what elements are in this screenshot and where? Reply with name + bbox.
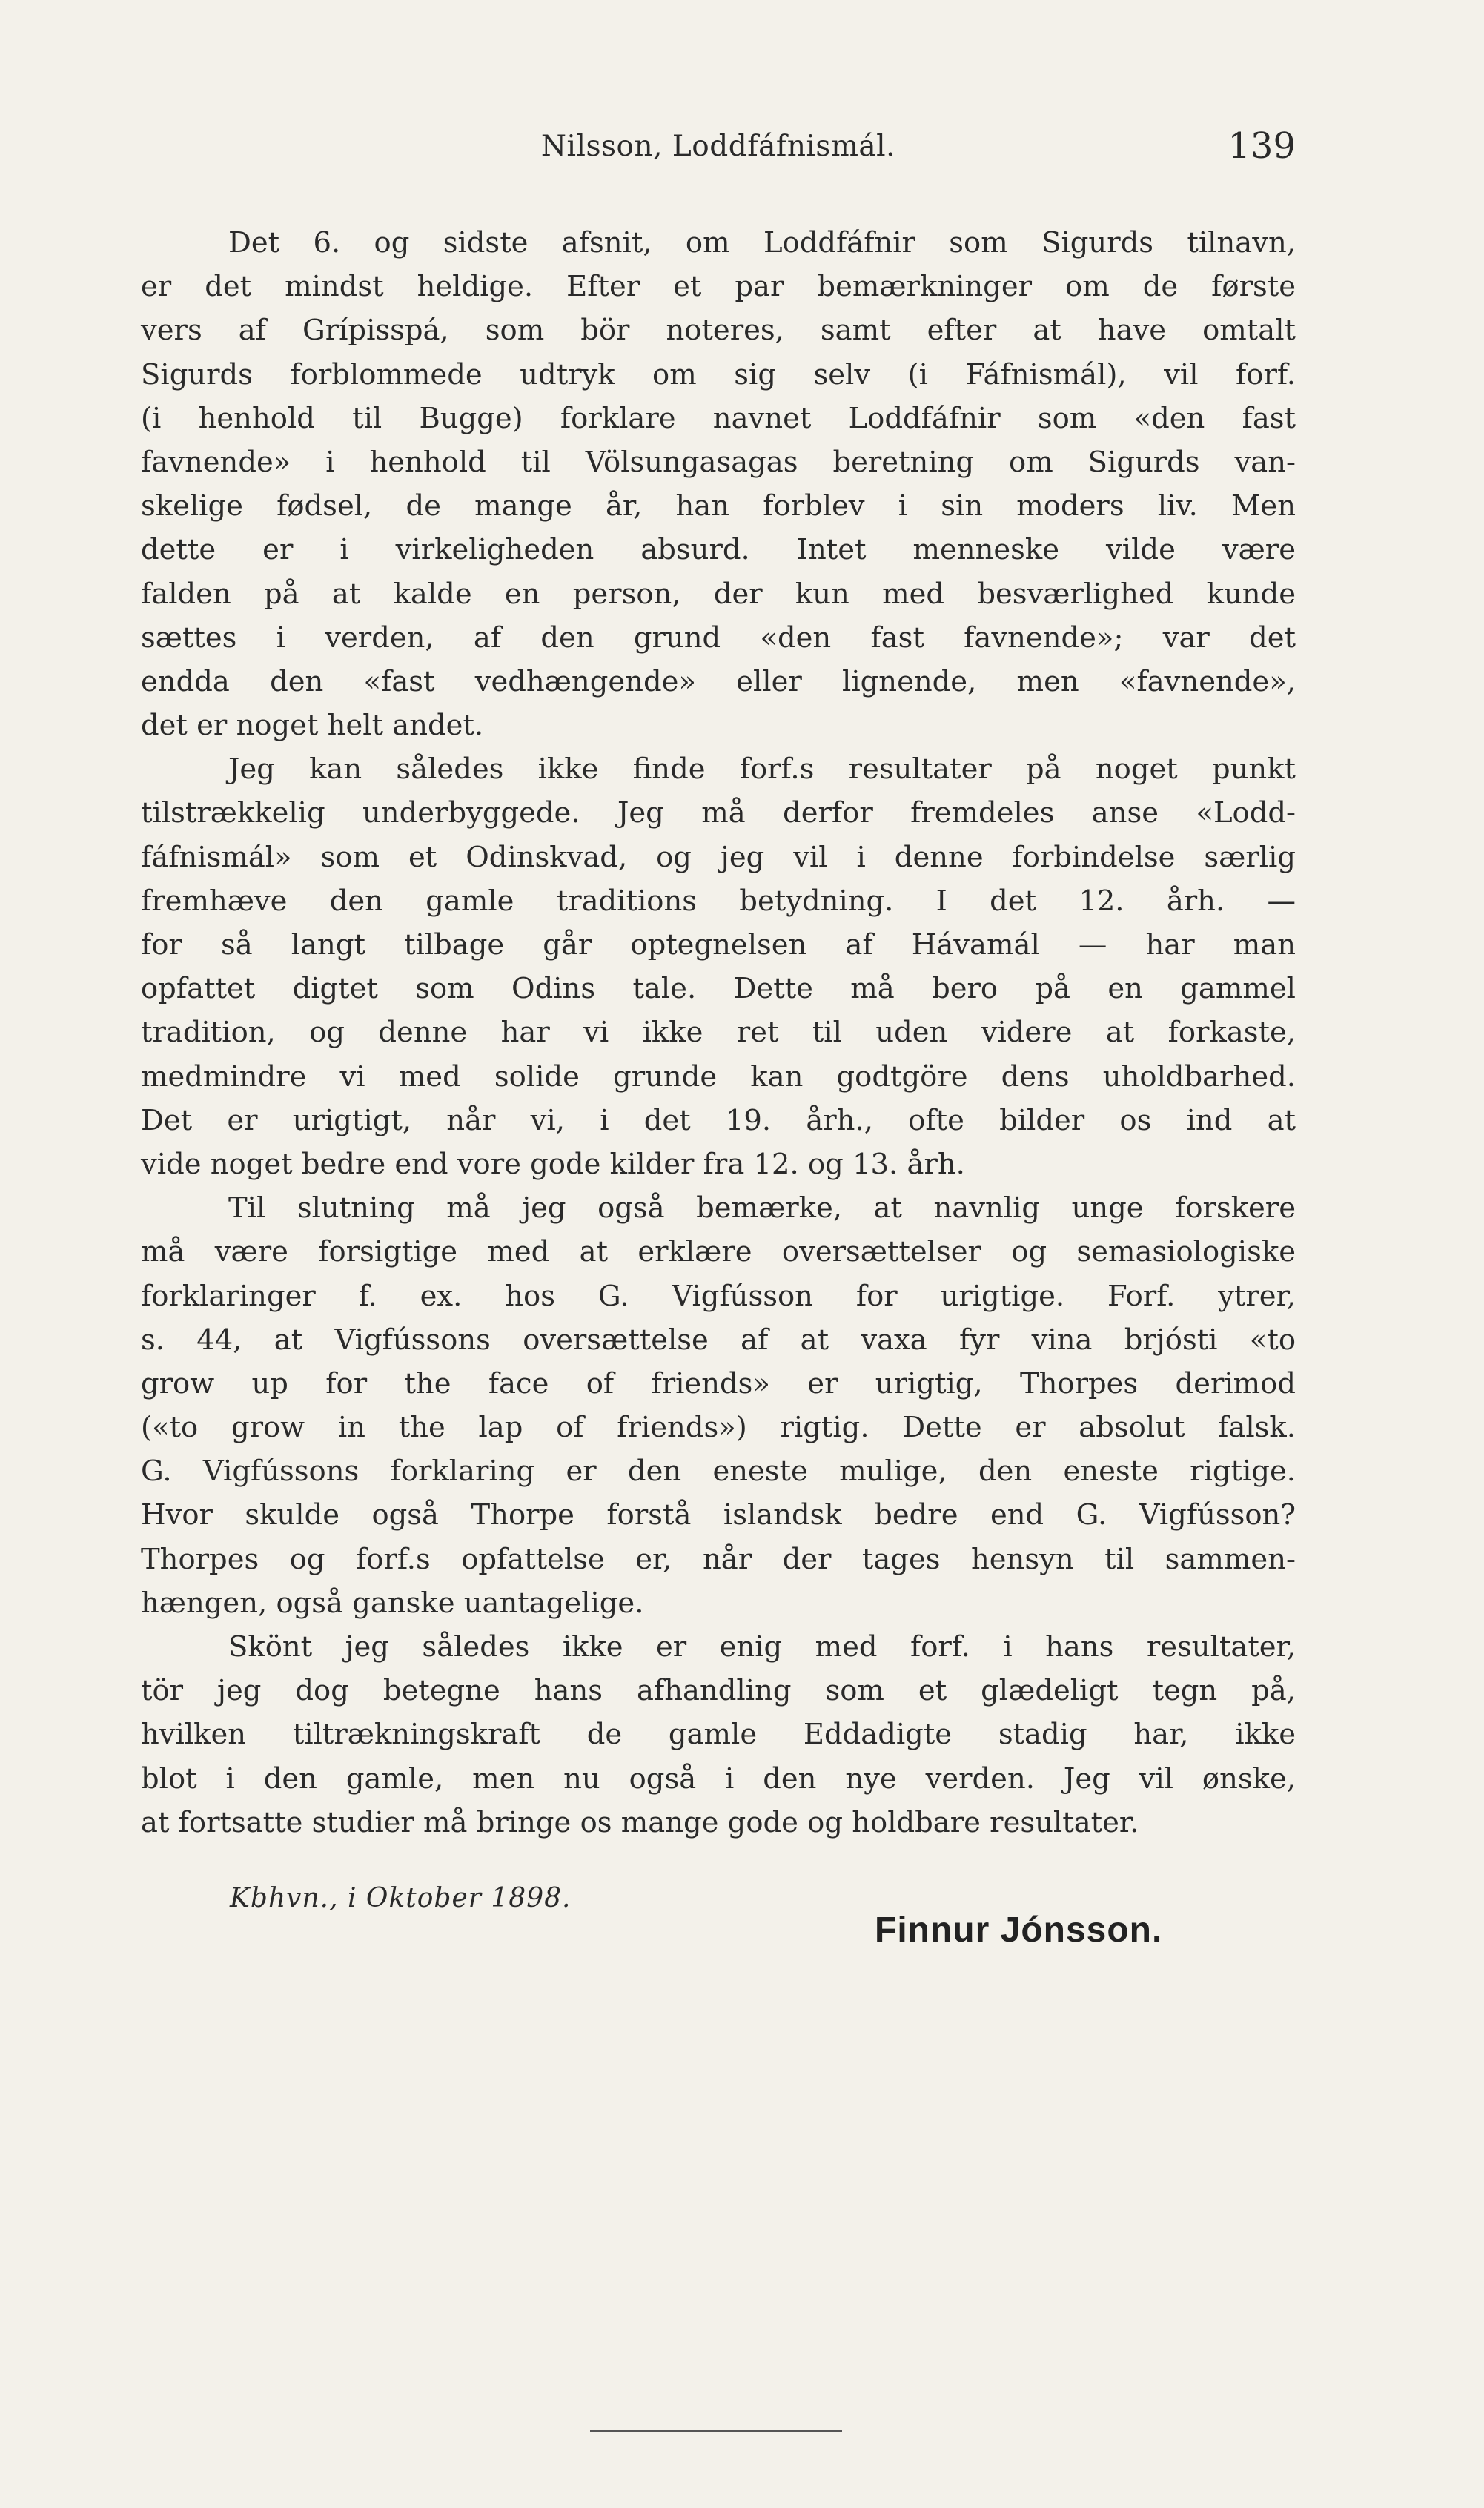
paragraph — [141, 221, 1296, 747]
text-line: er det mindst heldige. Efter et par bemærkninger om de første — [141, 270, 1296, 304]
text-line: fremhæve den gamle traditions betydning. I det 12. årh. — — [141, 884, 1296, 918]
text-line: opfattet digtet som Odins tale. Dette må bero på en gammel — [141, 972, 1296, 1006]
paragraph — [141, 747, 1296, 1186]
text-line: det er noget helt andet. — [141, 709, 484, 743]
text-line: Det 6. og sidste afsnit, om Loddfáfnir som Sigurds tilnavn, — [228, 226, 1296, 259]
text-line: vers af Grípisspá, som bör noteres, samt efter at have omtalt — [141, 314, 1296, 348]
body-text — [141, 221, 1296, 1844]
text-line: tilstrækkelig underbyggede. Jeg må derfor fremdeles anse «Lodd- — [141, 796, 1296, 830]
text-line: hvilken tiltrækningskraft de gamle Eddadigte stadig har, ikke — [141, 1718, 1296, 1752]
author-name: Finnur Jónsson. — [875, 1910, 1163, 1950]
text-line: blot i den gamle, men nu også i den nye verden. Jeg vil ønske, — [141, 1761, 1296, 1796]
page-header — [141, 125, 1296, 174]
text-line: dette er i virkeligheden absurd. Intet menneske vilde være — [141, 533, 1296, 567]
text-line: Sigurds forblommede udtryk om sig selv (i Fáfnismál), vil forf. — [141, 357, 1296, 391]
text-line: endda den «fast vedhængende» eller lignende, men «favnende», — [141, 664, 1296, 698]
text-line: sættes i verden, af den grund «den fast favnende»; var det — [141, 621, 1296, 655]
text-line: må være forsigtige med at erklære oversættelser og semasiologiske — [141, 1235, 1296, 1269]
text-line: s. 44, at Vigfússons oversættelse af at vaxa fyr vina brjósti «to — [141, 1323, 1296, 1357]
text-line: fáfnismál» som et Odinskvad, og jeg vil i denne forbindelse særlig — [141, 840, 1296, 874]
paragraph — [141, 1186, 1296, 1625]
text-line: Hvor skulde også Thorpe forstå islandsk bedre end G. Vigfússon? — [141, 1498, 1296, 1532]
text-line: Det er urigtigt, når vi, i det 19. årh., ofte bilder os ind at — [141, 1103, 1296, 1137]
end-rule — [590, 2430, 842, 2432]
running-head: Nilsson, Loddfáfnismál. — [540, 130, 896, 163]
text-line: Til slutning må jeg også bemærke, at navnlig unge forskere — [228, 1191, 1296, 1225]
text-line: («to grow in the lap of friends») rigtig. Dette er absolut falsk. — [141, 1411, 1296, 1445]
text-line: favnende» i henhold til Völsungasagas beretning om Sigurds van- — [141, 445, 1296, 479]
page-number: 139 — [1228, 125, 1296, 167]
text-line: skelige fødsel, de mange år, han forblev i sin moders liv. Men — [141, 489, 1296, 523]
text-line: hængen, også ganske uantagelige. — [141, 1586, 644, 1620]
text-line: (i henhold til Bugge) forklare navnet Loddfáfnir som «den fast — [141, 401, 1296, 435]
text-line: Jeg kan således ikke finde forf.s resultater på noget punkt — [228, 752, 1296, 787]
text-line: tradition, og denne har vi ikke ret til uden videre at forkaste, — [141, 1016, 1296, 1050]
text-line: grow up for the face of friends» er urigtig, Thorpes derimod — [141, 1366, 1296, 1400]
text-line: medmindre vi med solide grunde kan godtgöre dens uholdbarhed. — [141, 1059, 1296, 1093]
text-line: at fortsatte studier må bringe os mange gode og holdbare resultater. — [141, 1805, 1139, 1839]
text-line: for så langt tilbage går optegnelsen af Hávamál — har man — [141, 928, 1296, 962]
signature-block — [0, 1883, 1484, 1957]
text-line: vide noget bedre end vore gode kilder fra 12. og 13. årh. — [141, 1147, 965, 1181]
place-date: Kbhvn., i Oktober 1898. — [230, 1883, 572, 1913]
text-line: Skönt jeg således ikke er enig med forf. i hans resultater, — [228, 1630, 1296, 1664]
text-line: Thorpes og forf.s opfattelse er, når der tages hensyn til sammen- — [141, 1542, 1296, 1576]
text-line: falden på at kalde en person, der kun med besværlighed kunde — [141, 577, 1296, 611]
text-line: forklaringer f. ex. hos G. Vigfússon for urigtige. Forf. ytrer, — [141, 1279, 1296, 1313]
text-line: G. Vigfússons forklaring er den eneste mulige, den eneste rigtige. — [141, 1455, 1296, 1489]
text-line: tör jeg dog betegne hans afhandling som et glædeligt tegn på, — [141, 1674, 1296, 1708]
paragraph — [141, 1625, 1296, 1844]
